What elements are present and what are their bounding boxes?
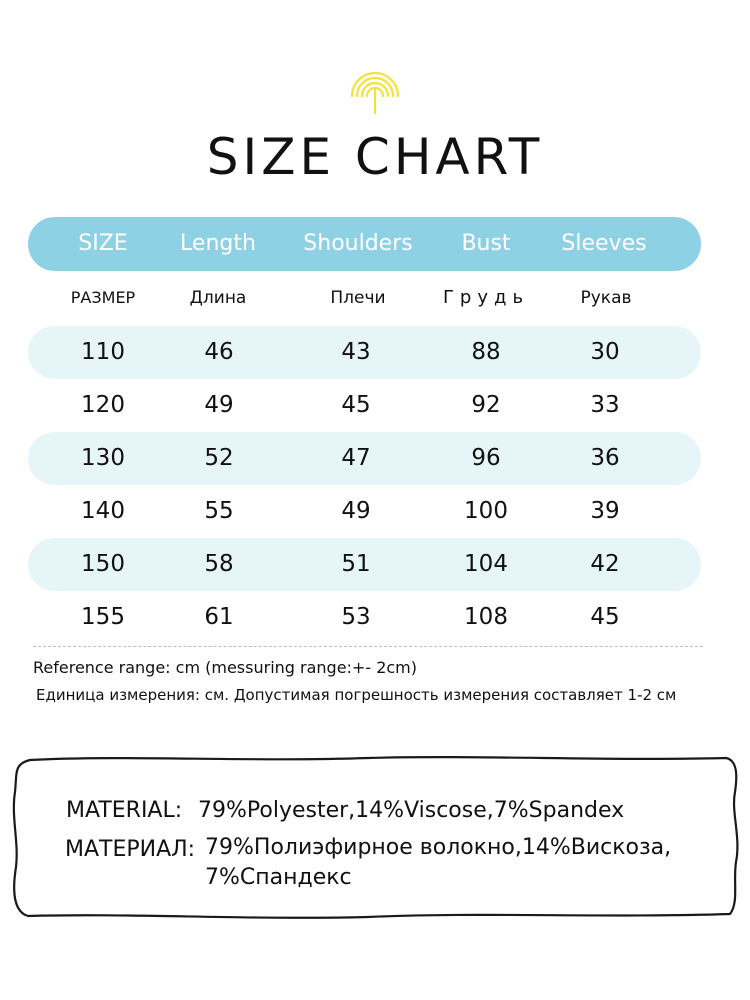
material-value-en: 79%Polyester,14%Viscose,7%Spandex <box>198 798 625 823</box>
table-header-ru <box>28 284 701 312</box>
dashed-divider <box>33 646 703 647</box>
material-label-en: MATERIAL: <box>66 798 183 823</box>
cell-length: 58 <box>204 551 234 577</box>
material-box <box>8 752 743 922</box>
rainbow-tree-icon <box>346 62 404 114</box>
cell-bust: 88 <box>471 339 501 365</box>
cell-shoulders: 49 <box>341 498 371 524</box>
cell-sleeves: 42 <box>590 551 620 577</box>
header-sleeves: Sleeves <box>561 231 647 256</box>
cell-length: 49 <box>204 392 234 418</box>
cell-shoulders: 53 <box>341 604 371 630</box>
material-value-ru-line1: 79%Полиэфирное волокно,14%Вискоза, <box>205 835 672 860</box>
table-row <box>28 538 701 591</box>
cell-size: 130 <box>81 445 125 471</box>
table-row <box>28 591 701 644</box>
cell-sleeves: 33 <box>590 392 620 418</box>
material-label-ru: МАТЕРИАЛ: <box>65 837 196 862</box>
cell-sleeves: 30 <box>590 339 620 365</box>
table-header-bar <box>28 217 701 271</box>
cell-shoulders: 51 <box>341 551 371 577</box>
table-row <box>28 379 701 432</box>
cell-length: 46 <box>204 339 234 365</box>
cell-size: 110 <box>81 339 125 365</box>
header-ru-length: Длина <box>189 288 247 308</box>
cell-length: 52 <box>204 445 234 471</box>
table-row <box>28 485 701 538</box>
cell-length: 55 <box>204 498 234 524</box>
page-title: SIZE CHART <box>206 128 544 186</box>
cell-size: 120 <box>81 392 125 418</box>
cell-sleeves: 39 <box>590 498 620 524</box>
cell-sleeves: 36 <box>590 445 620 471</box>
header-ru-bust: Грудь <box>442 287 530 308</box>
cell-size: 155 <box>81 604 125 630</box>
header-bust: Bust <box>461 231 511 256</box>
header-size: SIZE <box>78 231 128 256</box>
cell-bust: 104 <box>464 551 508 577</box>
header-ru-sleeves: Рукав <box>580 288 632 308</box>
cell-size: 140 <box>81 498 125 524</box>
cell-shoulders: 43 <box>341 339 371 365</box>
cell-bust: 92 <box>471 392 501 418</box>
cell-shoulders: 47 <box>341 445 371 471</box>
header-ru-size: РАЗМЕР <box>70 288 136 307</box>
header-shoulders: Shoulders <box>303 231 413 256</box>
reference-note-en: Reference range: cm (messuring range:+- 2cm) <box>33 658 417 677</box>
cell-size: 150 <box>81 551 125 577</box>
cell-sleeves: 45 <box>590 604 620 630</box>
material-value-ru-line2: 7%Спандекс <box>205 865 352 890</box>
cell-shoulders: 45 <box>341 392 371 418</box>
header-length: Length <box>180 231 256 256</box>
table-row <box>28 432 701 485</box>
header-ru-shoulders: Плечи <box>330 288 386 308</box>
reference-note-ru: Единица измерения: см. Допустимая погрешность измерения составляет 1-2 см <box>36 686 677 704</box>
cell-bust: 108 <box>464 604 508 630</box>
table-row <box>28 326 701 379</box>
cell-bust: 96 <box>471 445 501 471</box>
cell-length: 61 <box>204 604 234 630</box>
cell-bust: 100 <box>464 498 508 524</box>
